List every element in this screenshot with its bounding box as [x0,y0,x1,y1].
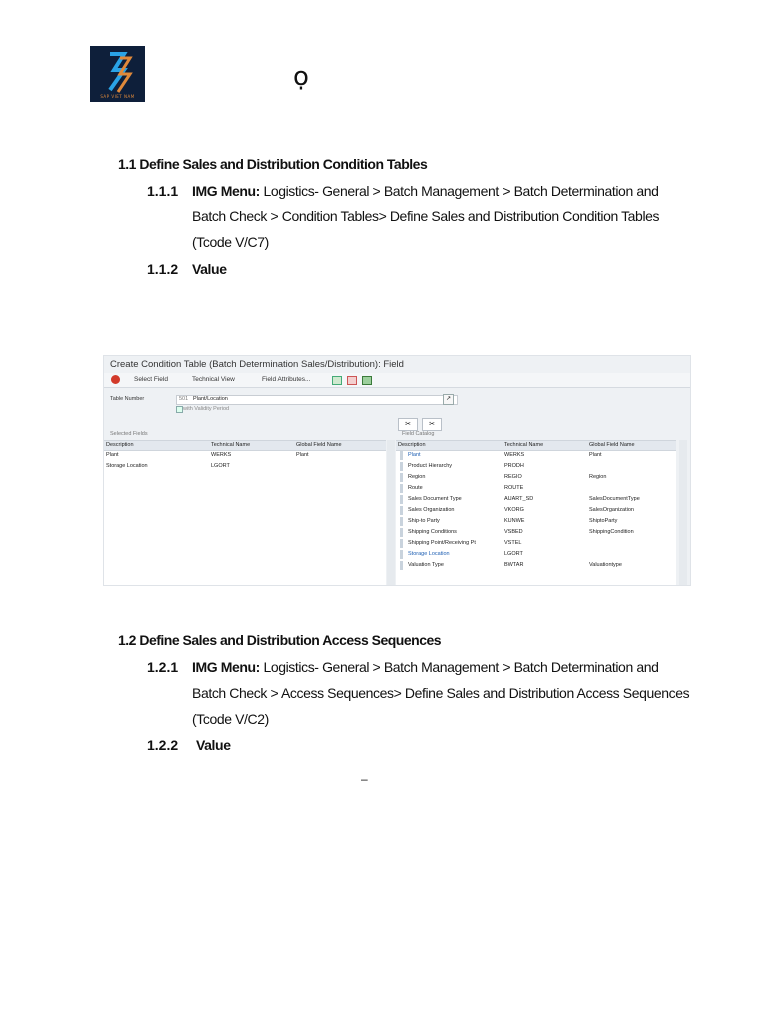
section-2-1-line-2: Batch Check > Access Sequences> Define Sales and Distribution Access Sequences [192,685,690,701]
section-1-1-line-3: (Tcode V/C7) [192,234,269,250]
generate-icon[interactable] [362,376,372,385]
row-selector[interactable] [400,495,403,504]
binoculars-icon[interactable]: ✂ [398,418,418,431]
field-catalog-cell: Shipping Point/Receiving Pt [408,540,476,546]
section-2-1-number: 1.2.1 [147,659,179,675]
scrollbar-right[interactable] [679,440,687,585]
table-number-label: Table Number [110,396,145,402]
field-catalog-cell: LGORT [504,551,523,557]
delete-row-icon[interactable] [347,376,357,385]
fc-header-global: Global Field Name [589,442,635,448]
selected-field-cell: Plant [296,452,309,458]
field-catalog-cell: Valuation Type [408,562,444,568]
field-catalog-row[interactable] [396,528,676,539]
validity-period-checkbox[interactable] [176,406,183,413]
field-catalog-cell: Region [589,474,607,480]
field-catalog-cell: Product Hierarchy [408,463,453,469]
section-1-1-line-1 [192,183,658,199]
selected-field-row[interactable] [104,462,386,473]
selected-field-cell: WERKS [211,452,232,458]
field-catalog-cell: ShiptoParty [589,518,618,524]
selected-field-cell: Storage Location [106,463,148,469]
selected-fields-header [104,440,386,451]
sap-toolbar [104,373,690,388]
field-catalog-cell: VSTEL [504,540,522,546]
scrollbar-left[interactable] [387,440,395,585]
stray-dash: – [361,772,368,786]
field-catalog-cell: VKORG [504,507,524,513]
sap-window-title: Create Condition Table (Batch Determination Sales/Distribution): Field [110,359,404,370]
field-catalog-row[interactable] [396,495,676,506]
section-2-title: 1.2 Define Sales and Distribution Access Sequences [118,632,442,648]
field-catalog-row[interactable] [396,561,676,572]
img-menu-path-2: Logistics- General > Batch Management > Batch Determination and [259,659,659,675]
field-catalog-cell: Sales Organization [408,507,455,513]
field-catalog-row[interactable] [396,550,676,561]
field-catalog-cell: ROUTE [504,485,524,491]
field-catalog-cell: Ship-to Party [408,518,440,524]
field-catalog-cell: Route [408,485,423,491]
selected-fields-body [104,451,386,585]
field-catalog-cell: REGIO [504,474,522,480]
field-catalog-cell: SalesDocumentType [589,496,640,502]
field-catalog-row[interactable] [396,506,676,517]
table-name-value: Plant/Location [193,396,228,402]
row-selector[interactable] [400,539,403,548]
select-field-icon[interactable] [111,375,120,384]
add-row-icon[interactable] [332,376,342,385]
field-catalog-cell: PRODH [504,463,524,469]
row-selector[interactable] [400,473,403,482]
field-catalog-cell: Plant [408,452,421,458]
field-catalog-cell: Storage Location [408,551,450,557]
fc-header-technical: Technical Name [504,442,544,448]
section-1-2-number: 1.1.2 [147,261,179,277]
logo-text: SAP VIET NAM [100,94,135,99]
field-catalog-cell: Sales Document Type [408,496,462,502]
field-attributes-button[interactable]: Field Attributes... [262,376,311,383]
field-catalog-cell: SalesOrganization [589,507,634,513]
img-menu-path: Logistics- General > Batch Management > Batch Determination and [259,183,659,199]
row-selector[interactable] [400,484,403,493]
section-1-2-label: Value [192,261,227,277]
field-catalog-row[interactable] [396,473,676,484]
sf-header-global: Global Field Name [296,442,342,448]
field-catalog-row[interactable] [396,539,676,550]
field-catalog-cell: KUNWE [504,518,525,524]
field-catalog-cell: VSBED [504,529,523,535]
row-selector[interactable] [400,462,403,471]
row-selector[interactable] [400,561,403,570]
field-catalog-row[interactable] [396,451,676,462]
field-catalog-cell: Valuationtype [589,562,622,568]
header-glyph: ọ [293,62,309,92]
selected-fields-title: Selected Fields [110,431,148,437]
fc-header-description: Description [398,442,426,448]
selected-field-row[interactable] [104,451,386,462]
field-catalog-row[interactable] [396,484,676,495]
binoculars-next-icon[interactable]: ✂ [422,418,442,431]
field-catalog-cell: Plant [589,452,602,458]
sf-header-description: Description [106,442,134,448]
section-1-1-line-2: Batch Check > Condition Tables> Define Sales and Distribution Condition Tables [192,208,660,224]
row-selector[interactable] [400,517,403,526]
field-catalog-title: Field Catalog [402,431,435,437]
field-catalog-cell: Region [408,474,426,480]
table-number-field[interactable] [176,395,458,405]
field-catalog-cell: WERKS [504,452,525,458]
sap-screenshot [103,355,691,586]
selected-field-cell: Plant [106,452,119,458]
row-selector[interactable] [400,528,403,537]
row-selector[interactable] [400,451,403,460]
field-catalog-cell: BWTAR [504,562,524,568]
section-2-1-line-3: (Tcode V/C2) [192,711,269,727]
img-menu-label-2: IMG Menu: [192,659,260,675]
select-field-button[interactable]: Select Field [134,376,168,383]
row-selector[interactable] [400,550,403,559]
section-1-1-number: 1.1.1 [147,183,179,199]
field-catalog-header [396,440,676,451]
selected-field-cell: LGORT [211,463,230,469]
section-2-2-label: Value [196,737,231,753]
img-menu-label: IMG Menu: [192,183,260,199]
table-number-value: 501 [179,396,189,402]
field-catalog-cell: Shipping Conditions [408,529,457,535]
table-help-icon[interactable]: ↗ [443,394,454,405]
row-selector[interactable] [400,506,403,515]
section-2-1-line-1 [192,659,658,675]
section-2-2-number: 1.2.2 [147,737,179,753]
field-catalog-cell: ShippingCondition [589,529,634,535]
field-catalog-row[interactable] [396,462,676,473]
field-catalog-row[interactable] [396,517,676,528]
sf-header-technical: Technical Name [211,442,251,448]
field-catalog-body [396,451,676,585]
section-1-title: 1.1 Define Sales and Distribution Condition Tables [118,156,428,172]
company-logo [90,46,145,102]
technical-view-button[interactable]: Technical View [192,376,235,383]
validity-period-label: with Validity Period [183,406,230,412]
field-catalog-cell: AUART_SD [504,496,534,502]
